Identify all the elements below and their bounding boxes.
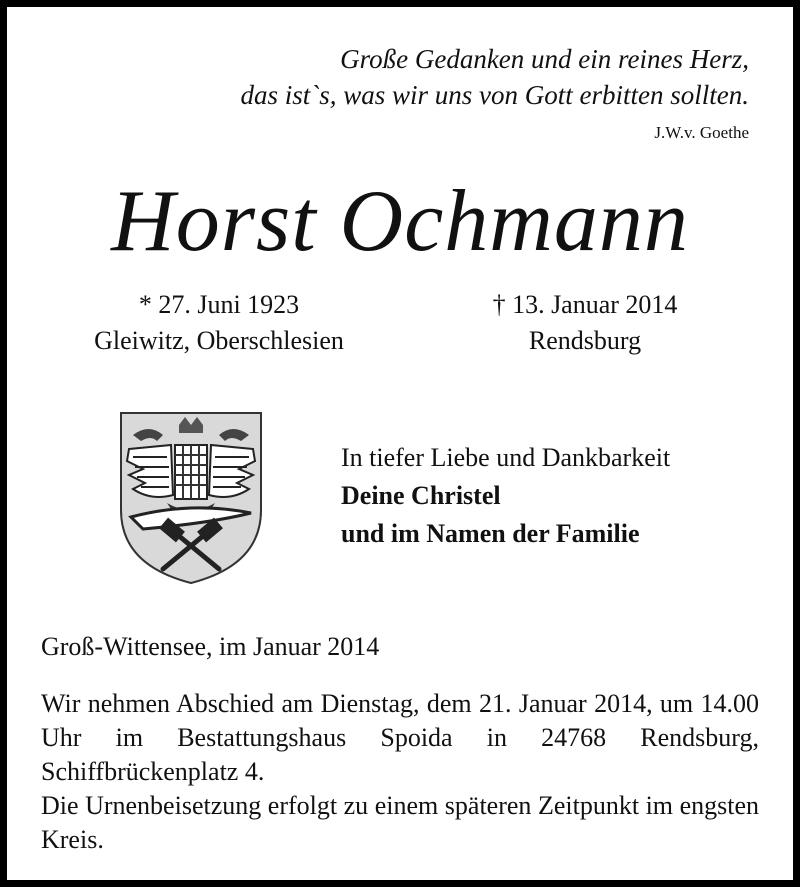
family-spouse: Deine Christel xyxy=(341,481,501,510)
burial-paragraph: Die Urnenbeisetzung erfolgt zu einem späteren Zeitpunkt im engsten Kreis. xyxy=(41,791,759,854)
goethe-quote xyxy=(240,41,749,113)
coat-of-arms-icon xyxy=(111,405,271,587)
family-dedication: In tiefer Liebe und Dankbarkeit xyxy=(341,443,671,472)
farewell-paragraph: Wir nehmen Abschied am Dienstag, dem 21. Januar 2014, um 14.00 Uhr im Bestattungshaus Spoida in 24768 Rendsburg, Schiffbrückenplatz 4. xyxy=(41,689,759,786)
family-on-behalf: und im Namen der Familie xyxy=(341,519,640,548)
death-place: Rendsburg xyxy=(528,326,642,355)
birth-info xyxy=(39,287,399,359)
place-and-date: Groß-Wittensee, im Januar 2014 xyxy=(41,632,380,661)
quote-line-2: das ist`s, was wir uns von Gott erbitten sollten. xyxy=(240,80,749,110)
death-info xyxy=(405,287,765,359)
birth-place: Gleiwitz, Oberschlesien xyxy=(94,326,344,355)
deceased-name: Horst Ochmann xyxy=(111,173,689,270)
quote-author: J.W.v. Goethe xyxy=(654,123,749,142)
quote-line-1: Große Gedanken und ein reines Herz, xyxy=(340,44,749,74)
birth-date: * 27. Juni 1923 xyxy=(138,290,300,319)
funeral-details xyxy=(41,687,759,857)
death-date: † 13. Januar 2014 xyxy=(492,290,678,319)
family-signature xyxy=(341,439,670,553)
